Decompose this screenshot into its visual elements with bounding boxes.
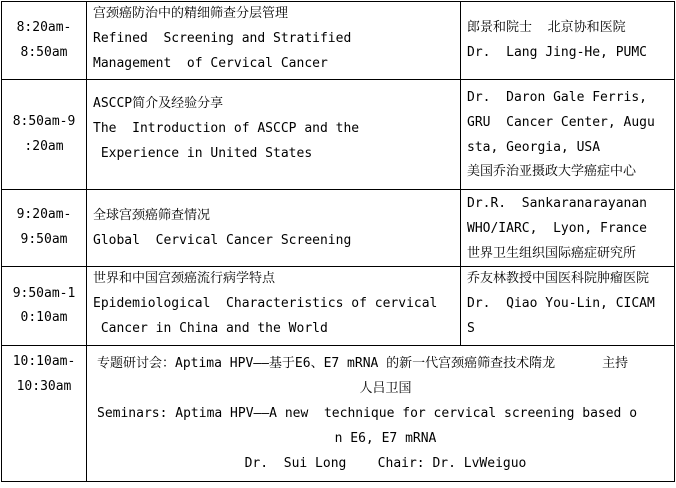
speaker-line: 世界卫生组织国际癌症研究所: [467, 245, 637, 261]
seminar-row: [2, 346, 675, 482]
speaker-line: Dr. Qiao You-Lin, CICAM: [467, 296, 655, 312]
seminar-title-line: 专题研讨会：Aptima HPV——基于E6、E7 mRNA 的新一代宫颈癌筛查技术隋龙 主持: [97, 356, 629, 372]
speaker-line: 美国乔治亚摄政大学癌症中心: [467, 164, 637, 180]
topic-line: 全球宫颈癌筛查情况: [93, 208, 211, 223]
time-line: 9:50am: [20, 232, 68, 248]
schedule-table: [1, 1, 675, 482]
topic-line: Cancer in China and the World: [93, 320, 328, 336]
speaker-line: Dr. Daron Gale Ferris,: [467, 90, 648, 105]
time-cell: [2, 267, 87, 346]
session-row: [2, 190, 675, 267]
time-line: 10:30am: [16, 379, 72, 395]
session-row: [2, 2, 675, 80]
topic-cell: [87, 190, 461, 267]
time-line: :20am: [24, 138, 64, 154]
topic-line: Management of Cervical Cancer: [93, 55, 328, 71]
time-line: 8:50am: [20, 44, 68, 60]
topic-line: ASCCP简介及经验分享: [93, 96, 224, 111]
speaker-line: Dr.R. Sankaranarayanan: [467, 196, 648, 211]
time-cell: [2, 346, 87, 482]
speaker-cell: [461, 267, 675, 346]
speaker-line: 乔友林教授中国医科院肿瘤医院: [467, 271, 650, 287]
seminar-speakers: Dr. Sui Long Chair: Dr. LvWeiguo: [244, 455, 527, 471]
topic-line: 世界和中国宫颈癌流行病学特点: [93, 271, 276, 287]
seminar-cell: [87, 346, 675, 482]
speaker-line: WHO/IARC, Lyon, France: [467, 220, 648, 236]
time-cell: [2, 190, 87, 267]
topic-cell: [87, 267, 461, 346]
session-row: [2, 80, 675, 190]
topic-line: Experience in United States: [93, 145, 313, 161]
time-cell: [2, 2, 87, 80]
seminar-title-line: n E6, E7 mRNA: [334, 430, 437, 446]
time-line: 0:10am: [20, 310, 68, 326]
speaker-line: S: [467, 320, 475, 336]
speaker-line: GRU Cancer Center, Augu: [467, 114, 655, 130]
speaker-line: Dr. Lang Jing-He, PUMC: [467, 44, 648, 60]
time-line: 9:50am-1: [12, 285, 76, 301]
seminar-title-line: Seminars: Aptima HPV——A new technique for cervical screening based o: [97, 405, 638, 421]
seminar-title-line: 人吕卫国: [359, 381, 412, 397]
speaker-line: sta, Georgia, USA: [467, 139, 601, 155]
topic-line: Refined Screening and Stratified: [93, 30, 352, 46]
speaker-cell: [461, 2, 675, 80]
topic-cell: [87, 80, 461, 190]
time-line: 9:20am-: [16, 207, 72, 223]
speaker-line: 郎景和院士 北京协和医院: [467, 20, 626, 35]
topic-line: Epidemiological Characteristics of cervical: [93, 296, 438, 312]
topic-line: 宫颈癌防治中的精细筛查分层管理: [93, 6, 289, 21]
time-line: 10:10am-: [12, 354, 76, 370]
time-cell: [2, 80, 87, 190]
session-row: [2, 267, 675, 346]
topic-cell: [87, 2, 461, 80]
topic-line: The Introduction of ASCCP and the: [93, 120, 360, 136]
speaker-cell: [461, 190, 675, 267]
time-line: 8:20am-: [16, 19, 72, 35]
topic-line: Global Cervical Cancer Screening: [93, 232, 352, 248]
time-line: 8:50am-9: [12, 113, 76, 129]
speaker-cell: [461, 80, 675, 190]
